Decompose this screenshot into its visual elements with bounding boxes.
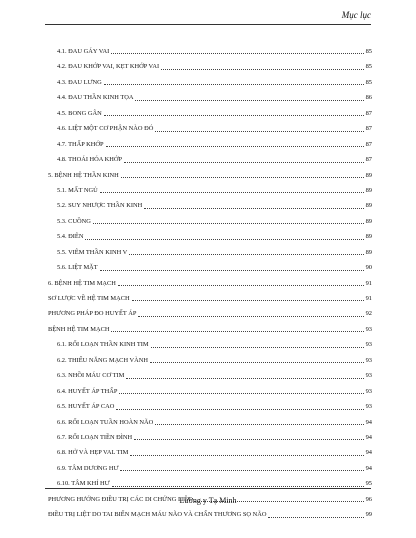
toc-entry-page-number: 96 bbox=[365, 495, 372, 503]
toc-entry-page-number: 93 bbox=[365, 341, 372, 349]
toc-entry-label: 6.7. RỐI LOẠN TIỀN ĐÌNH bbox=[57, 433, 133, 441]
dot-leader bbox=[130, 455, 363, 456]
toc-entry[interactable] bbox=[48, 164, 372, 179]
dot-leader bbox=[111, 331, 363, 332]
dot-leader bbox=[100, 192, 364, 193]
toc-entry[interactable] bbox=[48, 225, 372, 240]
toc-entry-page-number: 87 bbox=[365, 156, 372, 164]
toc-entry[interactable] bbox=[48, 241, 372, 256]
toc-entry-page-number: 89 bbox=[365, 217, 372, 225]
dot-leader bbox=[104, 84, 364, 85]
toc-entry-label: 5.3. CUỒNG bbox=[57, 217, 91, 225]
dot-leader bbox=[129, 254, 363, 255]
toc-entry[interactable] bbox=[48, 256, 372, 271]
toc-entry[interactable] bbox=[48, 86, 372, 101]
toc-entry-label: ĐIỀU TRỊ LIỆT DO TAI BIẾN MẠCH MÁU NÃO VÀ CHẤN THƯƠNG SỌ NÃO bbox=[48, 511, 267, 519]
toc-entry-label: 4.8. THOÁI HÓA KHỚP bbox=[57, 156, 123, 164]
dot-leader bbox=[111, 53, 363, 54]
toc-entry-label: 5.1. MẤT NGỦ bbox=[57, 186, 98, 194]
toc-entry-page-number: 94 bbox=[365, 464, 372, 472]
toc-entry[interactable] bbox=[48, 102, 372, 117]
dot-leader bbox=[135, 100, 363, 101]
toc-entry-label: 4.4. ĐAU THẦN KINH TỌA bbox=[57, 94, 134, 102]
toc-entry-page-number: 93 bbox=[365, 325, 372, 333]
dot-leader bbox=[106, 146, 364, 147]
dot-leader bbox=[126, 378, 363, 379]
toc-entry[interactable] bbox=[48, 457, 372, 472]
toc-entry[interactable] bbox=[48, 194, 372, 209]
toc-entry-label: 6.3. NHỒI MÁU CƠ TIM bbox=[57, 372, 125, 380]
dot-leader bbox=[155, 131, 363, 132]
toc-entry[interactable] bbox=[48, 148, 372, 163]
toc-entry-page-number: 92 bbox=[365, 310, 372, 318]
dot-leader bbox=[120, 470, 363, 471]
dot-leader bbox=[118, 285, 364, 286]
toc-entry-label: 4.7. THẤP KHỚP bbox=[57, 140, 104, 148]
dot-leader bbox=[93, 223, 364, 224]
dot-leader bbox=[134, 439, 363, 440]
toc-entry-label: 4.6. LIỆT MỘT CƠ PHẬN NÀO ĐÓ bbox=[57, 125, 154, 133]
toc-entry[interactable] bbox=[48, 117, 372, 132]
toc-entry-label: 6. BỆNH HỆ TIM MẠCH bbox=[48, 279, 116, 287]
toc-entry-label: 5.2. SUY NHƯỢC THẦN KINH bbox=[57, 202, 143, 210]
toc-entry-label: 5.4. ĐIÊN bbox=[57, 233, 84, 241]
toc-entry-page-number: 93 bbox=[365, 372, 372, 380]
dot-leader bbox=[132, 300, 364, 301]
toc-entry-label: 6.4. HUYẾT ÁP THẤP bbox=[57, 387, 118, 395]
toc-entry-page-number: 94 bbox=[365, 418, 372, 426]
dot-leader bbox=[116, 409, 363, 410]
toc-entry-label: 6.1. RỐI LOẠN THẦN KINH TIM bbox=[57, 341, 149, 349]
toc-entry[interactable] bbox=[48, 349, 372, 364]
toc-entry-label: 5.5. VIÊM THẦN KINH V bbox=[57, 248, 128, 256]
toc-entry-page-number: 95 bbox=[365, 480, 372, 488]
toc-entry[interactable] bbox=[48, 426, 372, 441]
toc-entry-page-number: 89 bbox=[365, 202, 372, 210]
toc-entry[interactable] bbox=[48, 364, 372, 379]
toc-entry-page-number: 91 bbox=[365, 295, 372, 303]
toc-entry-page-number: 93 bbox=[365, 356, 372, 364]
toc-entry-label: 4.5. BONG GÂN bbox=[57, 109, 102, 117]
toc-entry-label: PHƯƠNG PHÁP ĐO HUYẾT ÁP bbox=[48, 310, 137, 318]
dot-leader bbox=[155, 424, 363, 425]
footer-author: Lương y Tạ Minh bbox=[179, 496, 237, 505]
toc-entry[interactable] bbox=[48, 411, 372, 426]
toc-entry-page-number: 87 bbox=[365, 109, 372, 117]
dot-leader bbox=[100, 270, 364, 271]
toc-entry-page-number: 87 bbox=[365, 140, 372, 148]
toc-entry[interactable] bbox=[48, 179, 372, 194]
toc-entry-page-number: 85 bbox=[365, 48, 372, 56]
toc-entry-label: 6.9. TÂM DƯƠNG HƯ bbox=[57, 464, 119, 472]
toc-entry-label: BỆNH HỆ TIM MẠCH bbox=[48, 325, 110, 333]
toc-entry[interactable] bbox=[48, 333, 372, 348]
toc-entry-page-number: 85 bbox=[365, 63, 372, 71]
dot-leader bbox=[151, 347, 364, 348]
toc-entry[interactable] bbox=[48, 287, 372, 302]
dot-leader bbox=[150, 362, 364, 363]
toc-entry-page-number: 93 bbox=[365, 403, 372, 411]
toc-entry-label: 6.2. THIỂU NĂNG MẠCH VÀNH bbox=[57, 356, 149, 364]
toc-entry[interactable] bbox=[48, 380, 372, 395]
header-rule bbox=[45, 24, 371, 25]
toc-entry-page-number: 91 bbox=[365, 279, 372, 287]
toc-entry[interactable] bbox=[48, 272, 372, 287]
dot-leader bbox=[112, 486, 364, 487]
toc-entry[interactable] bbox=[48, 55, 372, 70]
toc-entry-label: 6.5. HUYẾT ÁP CAO bbox=[57, 403, 115, 411]
toc-entry-label: PHƯƠNG HƯỚNG ĐIỀU TRỊ CÁC DI CHỨNG LIỆT bbox=[48, 495, 192, 503]
toc-entry[interactable] bbox=[48, 133, 372, 148]
toc-entry-page-number: 94 bbox=[365, 449, 372, 457]
dot-leader bbox=[119, 393, 363, 394]
toc-entry-label: 6.10. TÂM KHÍ HƯ bbox=[57, 480, 110, 488]
dot-leader bbox=[138, 316, 363, 317]
toc-entry-label: 6.8. HỞ VÀ HẸP VAL TIM bbox=[57, 449, 129, 457]
dot-leader bbox=[161, 69, 364, 70]
toc-entry-page-number: 86 bbox=[365, 94, 372, 102]
page-footer bbox=[0, 488, 416, 528]
toc-entry[interactable] bbox=[48, 302, 372, 317]
dot-leader bbox=[104, 115, 364, 116]
toc-entry[interactable] bbox=[48, 210, 372, 225]
dot-leader bbox=[144, 208, 363, 209]
toc-entry-label: 5. BỆNH HỆ THẦN KINH bbox=[48, 171, 119, 179]
toc-entry-page-number: 94 bbox=[365, 433, 372, 441]
toc-entry-label: SƠ LƯỢC VỀ HỆ TIM MẠCH bbox=[48, 295, 130, 303]
table-of-contents bbox=[48, 40, 372, 519]
running-header-title: Mục lục bbox=[341, 10, 371, 20]
toc-entry-label: 6.6. RỐI LOẠN TUẦN HOÀN NÃO bbox=[57, 418, 154, 426]
toc-entry-page-number: 89 bbox=[365, 248, 372, 256]
toc-entry-page-number: 90 bbox=[365, 264, 372, 272]
toc-entry-page-number: 99 bbox=[365, 511, 372, 519]
toc-entry-page-number: 93 bbox=[365, 387, 372, 395]
toc-entry-page-number: 89 bbox=[365, 233, 372, 241]
toc-entry-label: 4.3. ĐAU LƯNG bbox=[57, 78, 102, 86]
toc-entry-page-number: 89 bbox=[365, 171, 372, 179]
toc-entry-label: 5.6. LIỆT MẶT bbox=[57, 264, 98, 272]
toc-entry-page-number: 89 bbox=[365, 186, 372, 194]
toc-entry[interactable] bbox=[48, 472, 372, 487]
toc-entry-label: 4.2. ĐAU KHỚP VAI, KẸT KHỚP VAI bbox=[57, 63, 160, 71]
toc-entry-label: 4.1. ĐAU GÁY VAI bbox=[57, 48, 110, 56]
toc-entry[interactable] bbox=[48, 441, 372, 456]
toc-entry-page-number: 85 bbox=[365, 78, 372, 86]
dot-leader bbox=[121, 177, 364, 178]
dot-leader bbox=[85, 239, 363, 240]
footer-rule bbox=[45, 488, 371, 489]
page-header bbox=[0, 0, 416, 36]
dot-leader bbox=[124, 162, 364, 163]
toc-entry[interactable] bbox=[48, 318, 372, 333]
toc-entry[interactable] bbox=[48, 71, 372, 86]
toc-entry[interactable] bbox=[48, 395, 372, 410]
toc-entry-page-number: 87 bbox=[365, 125, 372, 133]
toc-entry[interactable] bbox=[48, 40, 372, 55]
